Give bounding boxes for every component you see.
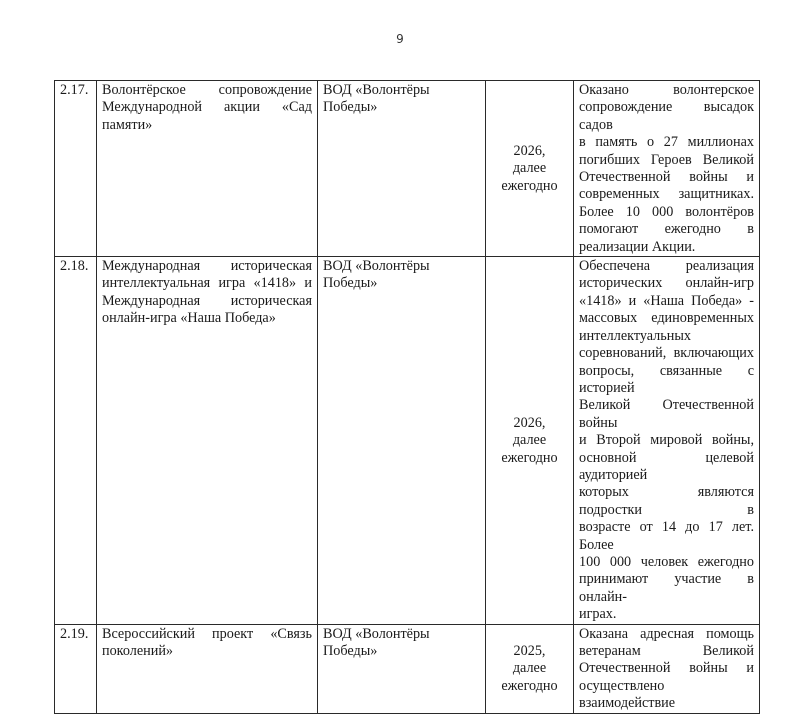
measure-name: Всероссийский проект «Связь поколений» [97,624,318,713]
table-row [55,81,760,257]
row-number: 2.18. [55,257,97,625]
expected-result: Оказана адресная помощь ветеранам Великой Отечественной войны и осуществлено взаимодействие [574,624,760,713]
expected-result: Обеспечена реализация исторических онлайн-игр «1418» и «Наша Победа» - массовых единовременных интеллектуальных соревнований, включающих вопросы, связанные с историей Великой Отечественной войны и Второй мировой войны, основной целевой аудиторией которых являются подростки в возрасте от 14 до 17 лет. Более 100 000 человек ежегодно принимают участие в онлайн- играх. [574,257,760,625]
deadline: 2026, далее ежегодно [486,81,574,257]
responsible-org: ВОД «Волонтёры Победы» [318,81,486,257]
measure-name: Волонтёрское сопровождение Международной акции «Сад памяти» [97,81,318,257]
responsible-org: ВОД «Волонтёры Победы» [318,257,486,625]
deadline: 2025, далее ежегодно [486,624,574,713]
row-number: 2.17. [55,81,97,257]
expected-result: Оказано волонтерское сопровождение высадок садов в память о 27 миллионах погибших Героев Великой Отечественной войны и современных защитниках. Более 10 000 волонтёров помогают ежегодно в реализации Акции. [574,81,760,257]
responsible-org: ВОД «Волонтёры Победы» [318,624,486,713]
table-row [55,257,760,625]
deadline: 2026, далее ежегодно [486,257,574,625]
table-row [55,624,760,713]
row-number: 2.19. [55,624,97,713]
measures-table [54,80,760,714]
page-number: 9 [396,32,404,46]
measure-name: Международная историческая интеллектуальная игра «1418» и Международная историческая онлайн-игра «Наша Победа» [97,257,318,625]
